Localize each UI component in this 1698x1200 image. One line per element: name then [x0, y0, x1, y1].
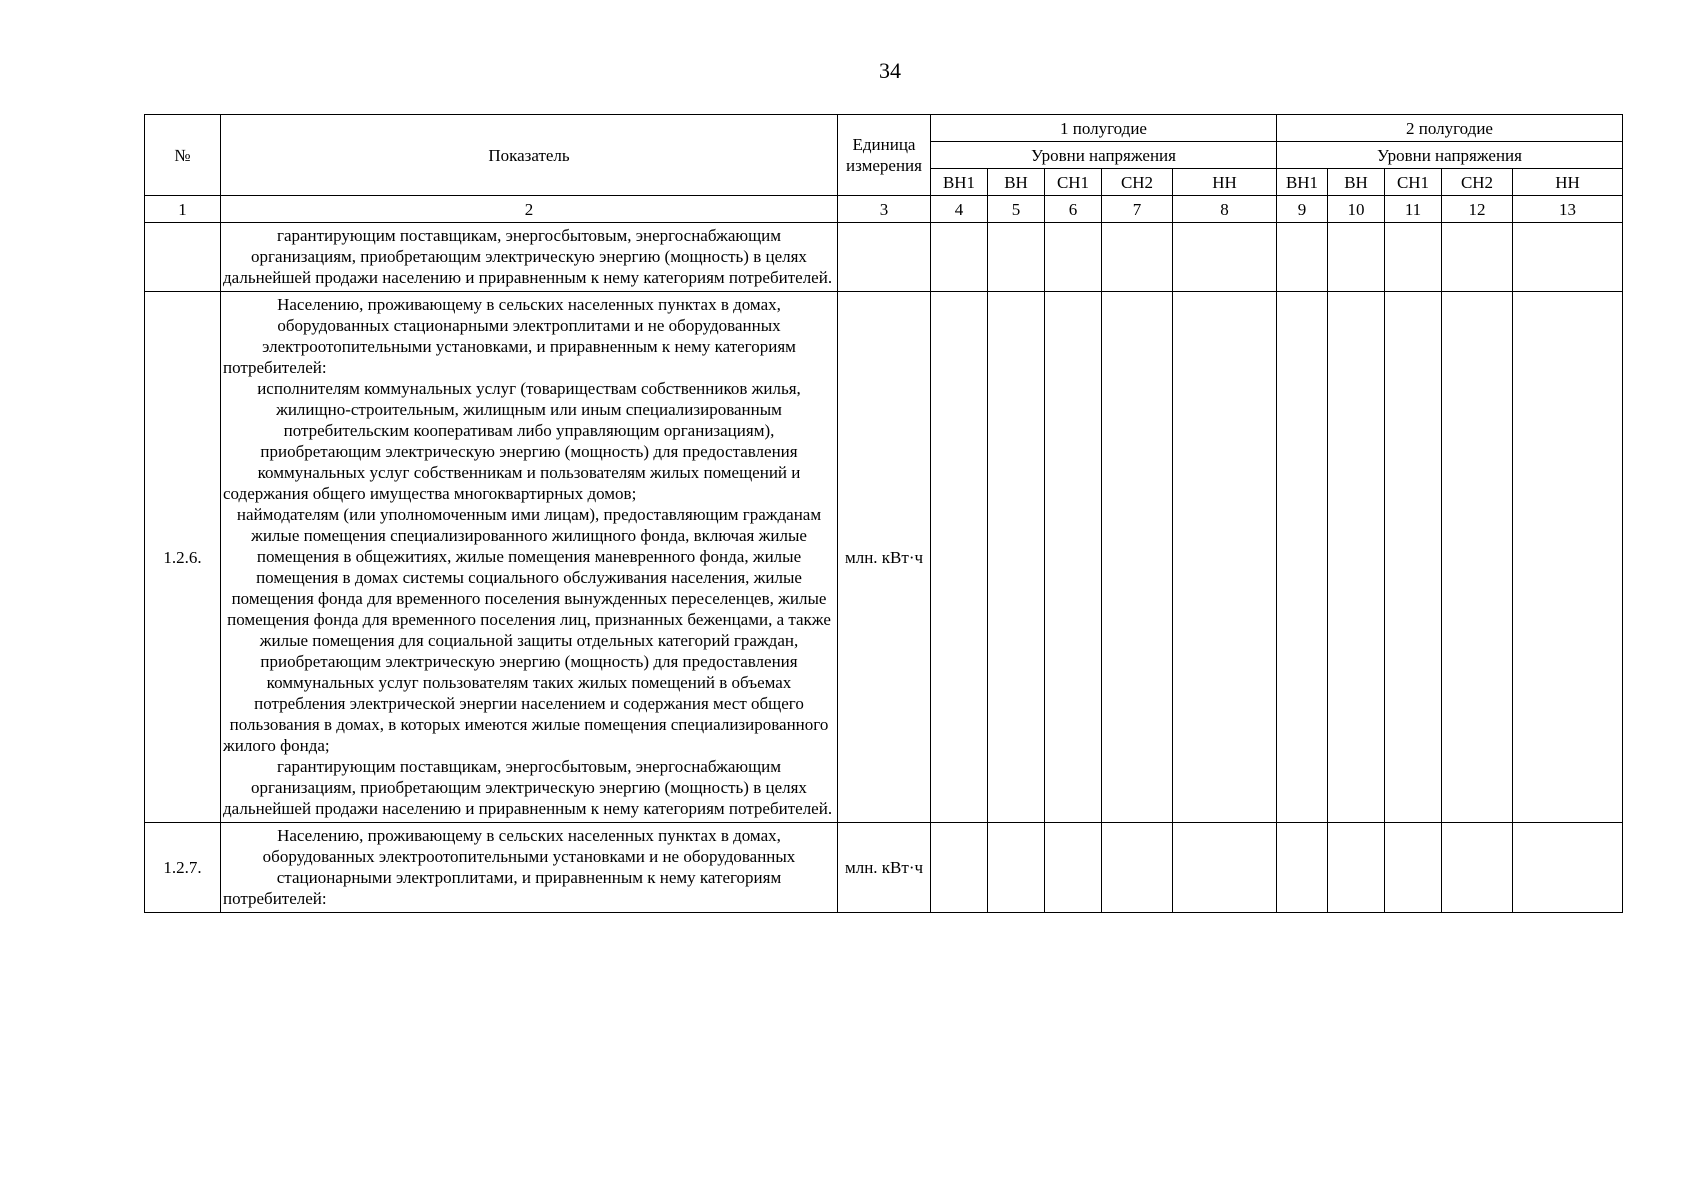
table-row — [145, 292, 1623, 823]
value-cell — [1385, 823, 1442, 913]
level-sn1: СН1 — [1045, 169, 1102, 196]
value-cell — [1513, 223, 1623, 292]
indicator-paragraph: Населению, проживающему в сельских населенных пунктах в домах, оборудованных электроотопительными установками и не оборудованных стационарными электроплитами, и приравненным к нему категориям потребителей: — [223, 826, 796, 908]
level-vn: ВН — [988, 169, 1045, 196]
column-number: 5 — [988, 196, 1045, 223]
row-number: 1.2.6. — [145, 292, 221, 823]
value-cell — [1045, 223, 1102, 292]
value-cell — [931, 292, 988, 823]
header-voltage-levels-2: Уровни напряжения — [1277, 142, 1623, 169]
column-number: 12 — [1442, 196, 1513, 223]
value-cell — [1277, 823, 1328, 913]
value-cell — [1513, 823, 1623, 913]
indicator-paragraph: гарантирующим поставщикам, энергосбытовым, энергоснабжающим организациям, приобретающим электрическую энергию (мощность) в целях дальнейшей продажи населению и приравненным к нему категориям потребителей. — [223, 757, 833, 818]
indicator-paragraph: Населению, проживающему в сельских населенных пунктах в домах, оборудованных стационарными электроплитами и не оборудованных электроотопительными установками, и приравненным к нему категориям потребителей: — [223, 295, 796, 377]
column-number: 10 — [1328, 196, 1385, 223]
row-unit — [838, 223, 931, 292]
value-cell — [1277, 223, 1328, 292]
row-number: 1.2.7. — [145, 823, 221, 913]
column-number: 7 — [1102, 196, 1173, 223]
level-vn1: ВН1 — [931, 169, 988, 196]
level-nn: НН — [1513, 169, 1623, 196]
level-sn1: СН1 — [1385, 169, 1442, 196]
value-cell — [988, 223, 1045, 292]
row-unit: млн. кВт·ч — [838, 292, 931, 823]
value-cell — [931, 823, 988, 913]
header-unit: Единица измерения — [838, 115, 931, 196]
level-nn: НН — [1173, 169, 1277, 196]
level-sn2: СН2 — [1442, 169, 1513, 196]
column-number: 8 — [1173, 196, 1277, 223]
indicator-paragraph: гарантирующим поставщикам, энергосбытовым, энергоснабжающим организациям, приобретающим электрическую энергию (мощность) в целях дальнейшей продажи населению и приравненным к нему категориям потребителей. — [223, 226, 833, 287]
value-cell — [1513, 292, 1623, 823]
value-cell — [1328, 823, 1385, 913]
row-indicator-text — [221, 223, 838, 292]
level-vn: ВН — [1328, 169, 1385, 196]
column-number: 1 — [145, 196, 221, 223]
row-indicator-text — [221, 823, 838, 913]
row-indicator-text — [221, 292, 838, 823]
column-number: 9 — [1277, 196, 1328, 223]
value-cell — [1102, 292, 1173, 823]
value-cell — [1173, 823, 1277, 913]
value-cell — [1385, 292, 1442, 823]
value-cell — [1442, 223, 1513, 292]
header-number: № — [145, 115, 221, 196]
level-vn1: ВН1 — [1277, 169, 1328, 196]
value-cell — [1277, 292, 1328, 823]
value-cell — [1102, 223, 1173, 292]
value-cell — [1045, 823, 1102, 913]
indicator-table — [144, 114, 1623, 913]
value-cell — [1328, 292, 1385, 823]
column-number: 2 — [221, 196, 838, 223]
value-cell — [1102, 823, 1173, 913]
table-row — [145, 823, 1623, 913]
header-half-2: 2 полугодие — [1277, 115, 1623, 142]
indicator-paragraph: наймодателям (или уполномоченным ими лицам), предоставляющим гражданам жилые помещения специализированного жилищного фонда, включая жилые помещения в общежитиях, жилые помещения маневренного фонда, жилые помещения в домах системы социального обслуживания населения, жилые помещения фонда для временного поселения вынужденных переселенцев, жилые помещения фонда для временного поселения лиц, признанных беженцами, а также жилые помещения для социальной защиты отдельных категорий граждан, приобретающим электрическую энергию (мощность) для предоставления коммунальных услуг пользователям таких жилых помещений в объемах потребления электрической энергии населением и содержания мест общего пользования в домах, в которых имеются жилые помещения специализированного жилого фонда; — [223, 505, 831, 755]
value-cell — [1442, 823, 1513, 913]
value-cell — [988, 292, 1045, 823]
value-cell — [1173, 292, 1277, 823]
value-cell — [1385, 223, 1442, 292]
column-number: 11 — [1385, 196, 1442, 223]
column-numbering-row — [145, 196, 1623, 223]
value-cell — [988, 823, 1045, 913]
header-half-1: 1 полугодие — [931, 115, 1277, 142]
header-voltage-levels-1: Уровни напряжения — [931, 142, 1277, 169]
column-number: 6 — [1045, 196, 1102, 223]
table-row — [145, 223, 1623, 292]
row-number — [145, 223, 221, 292]
column-number: 13 — [1513, 196, 1623, 223]
level-sn2: СН2 — [1102, 169, 1173, 196]
value-cell — [1328, 223, 1385, 292]
value-cell — [1173, 223, 1277, 292]
row-unit: млн. кВт·ч — [838, 823, 931, 913]
value-cell — [931, 223, 988, 292]
page-number: 34 — [879, 58, 901, 83]
header-indicator: Показатель — [221, 115, 838, 196]
column-number: 3 — [838, 196, 931, 223]
value-cell — [1442, 292, 1513, 823]
value-cell — [1045, 292, 1102, 823]
indicator-paragraph: исполнителям коммунальных услуг (товариществам собственников жилья, жилищно-строительным, жилищным или иным специализированным потребительским кооперативам либо управляющим организациям), приобретающим электрическую энергию (мощность) для предоставления коммунальных услуг собственникам и пользователям жилых помещений и содержания общего имущества многоквартирных домов; — [223, 379, 801, 503]
column-number: 4 — [931, 196, 988, 223]
